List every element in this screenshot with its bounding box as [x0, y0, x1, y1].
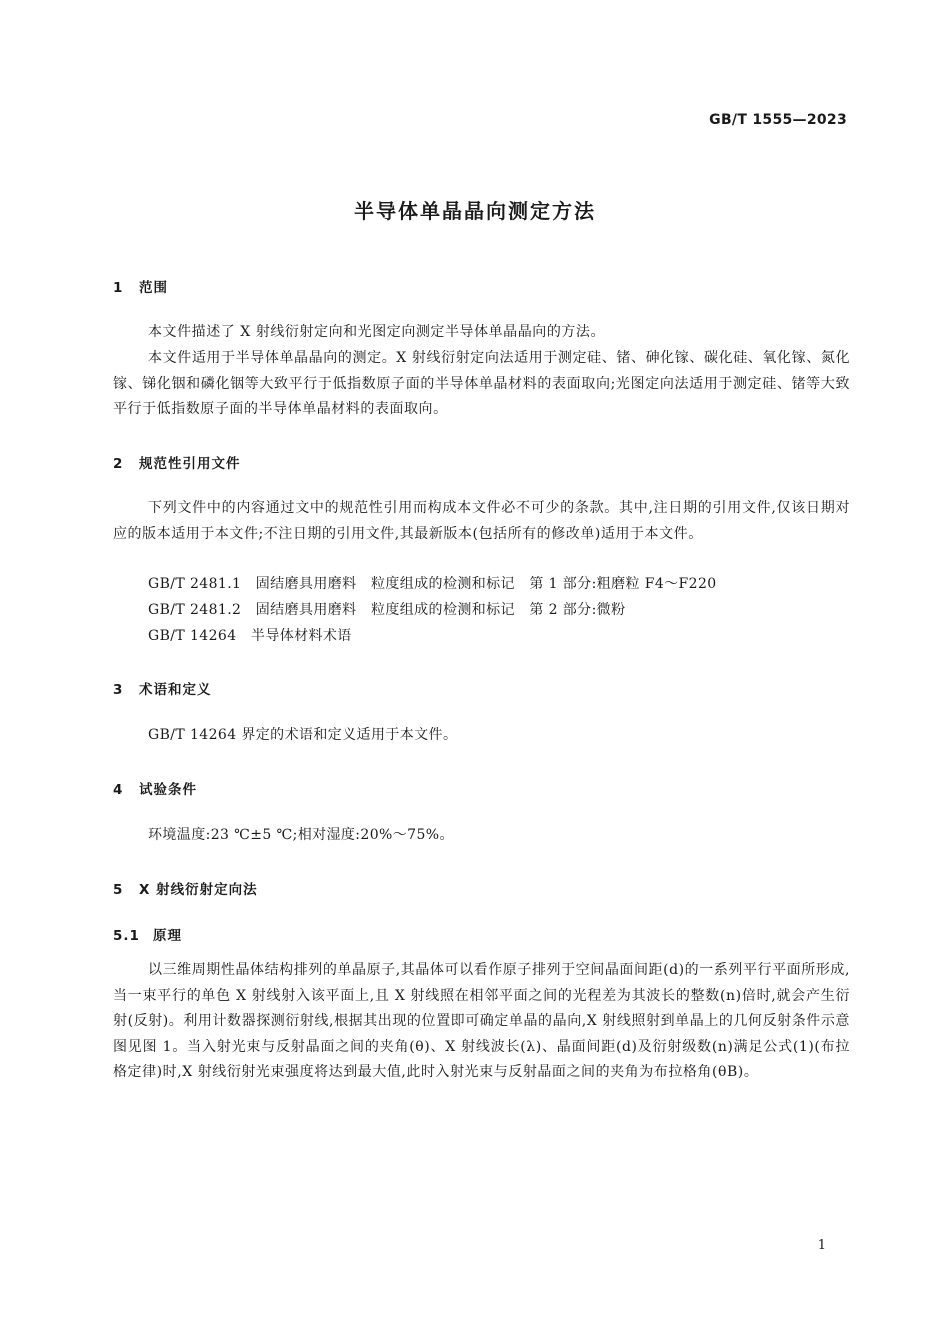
subsection-title: 原理 [153, 928, 182, 944]
section-5-heading [113, 878, 258, 898]
section-2-paragraph-1: 下列文件中的内容通过文中的规范性引用而构成本文件必不可少的条款。其中,注日期的引用文件,仅该日期对应的版本适用于本文件;不注日期的引用文件,其最新版本(包括所有的修改单)适用于本文件。 [113, 500, 850, 542]
section-number: 5 [113, 882, 124, 898]
section-number: 1 [113, 280, 124, 296]
section-5-1-paragraph-1: 以三维周期性晶体结构排列的单晶原子,其晶体可以看作原子排列于空间晶面间距(d)的一系列平行平面所形成,当一束平行的单色 X 射线射入该平面上,且 X 射线照在相邻平面之间的光程差为其波长的整数(n)倍时,就会产生衍射(反射)。利用计数器探测衍射线,根据其出现的位置即可确定单晶的晶向,X 射线照射到单晶上的几何反射条件示意图见图 1。当入射光束与反射晶面之间的夹角(θ)、X 射线波长(λ)、晶面间距(d)及衍射级数(n)满足公式(1)(布拉格定律)时,X 射线衍射光束强度将达到最大值,此时入射光束与反射晶面之间的夹角为布拉格角(θB)。 [113, 962, 850, 1080]
section-number: 4 [113, 782, 124, 798]
reference-item: GB/T 2481.1 固结磨具用磨料 粒度组成的检测和标记 第 1 部分:粗磨粒 F4～F220 [148, 576, 717, 592]
reference-item: GB/T 14264 半导体材料术语 [148, 628, 352, 644]
section-title: 范围 [139, 280, 168, 296]
section-title: 规范性引用文件 [139, 456, 241, 472]
section-3-paragraph-1: GB/T 14264 界定的术语和定义适用于本文件。 [148, 727, 458, 743]
section-2-heading [113, 452, 241, 472]
section-title: 试验条件 [139, 782, 197, 798]
section-3-heading [113, 678, 212, 698]
section-number: 2 [113, 456, 124, 472]
section-1-heading [113, 276, 168, 296]
section-title: 术语和定义 [139, 682, 212, 698]
section-number: 3 [113, 682, 124, 698]
reference-item: GB/T 2481.2 固结磨具用磨料 粒度组成的检测和标记 第 2 部分:微粉 [148, 602, 626, 618]
section-4-heading [113, 778, 197, 798]
section-1-paragraph-1: 本文件描述了 X 射线衍射定向和光图定向测定半导体单晶晶向的方法。 [148, 324, 606, 340]
section-4-paragraph-1: 环境温度:23 ℃±5 ℃;相对湿度:20%～75%。 [148, 827, 454, 843]
section-1-paragraph-2: 本文件适用于半导体单晶晶向的测定。X 射线衍射定向法适用于测定硅、锗、砷化镓、碳化硅、氧化镓、氮化镓、锑化铟和磷化铟等大致平行于低指数原子面的半导体单晶材料的表面取向;光图定向法适用于测定硅、锗等大致平行于低指数原子面的半导体单晶材料的表面取向。 [113, 350, 850, 417]
section-title: X 射线衍射定向法 [139, 882, 258, 898]
subsection-5-1-heading [113, 924, 182, 944]
document-title: 半导体单晶晶向测定方法 [354, 199, 596, 223]
page-number: 1 [817, 1238, 826, 1253]
standard-number: GB/T 1555—2023 [709, 112, 847, 128]
subsection-number: 5.1 [113, 928, 140, 944]
